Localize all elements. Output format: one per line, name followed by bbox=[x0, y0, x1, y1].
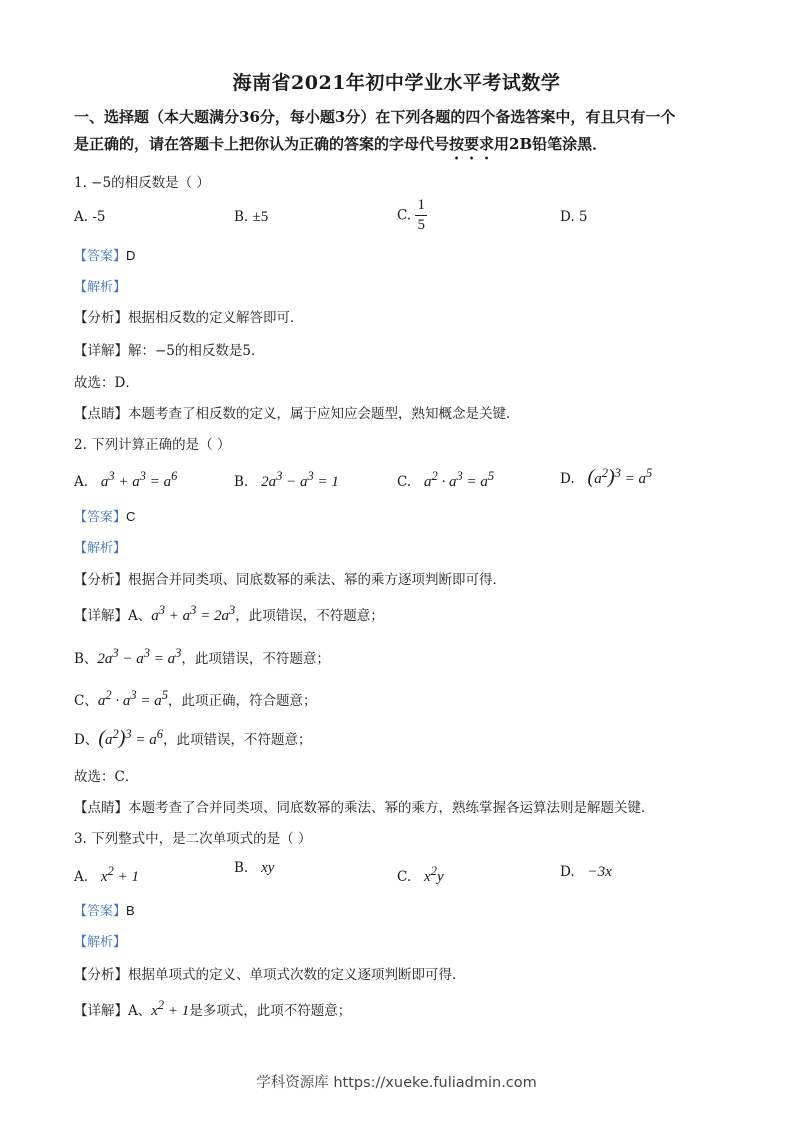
q2-xa-prefix: A、 bbox=[128, 608, 152, 624]
q2-dianjing bbox=[74, 796, 655, 816]
q3-stem: 3. 下列整式中，是二次单项式的是（ ） bbox=[74, 831, 312, 847]
q2-xd-suffix: ，此项错误，不符题意； bbox=[163, 732, 312, 748]
q2-xb-formula: $2a^3 - a^3 = a^3$ bbox=[97, 646, 182, 667]
q3-option-d-label: D. bbox=[560, 864, 575, 880]
section-line-2-c: 用2B铅笔涂黑． bbox=[494, 135, 608, 153]
q2-option-c-formula: $a^2 \cdot a^3 = a^5$ bbox=[424, 469, 495, 490]
q3-option-a-formula: $x^2 + 1$ bbox=[100, 864, 139, 885]
q3-fenxi-text: 根据单项式的定义、单项式次数的定义逐项判断即可得． bbox=[128, 967, 466, 983]
q2-option-c bbox=[397, 469, 494, 491]
q1-answer-line bbox=[74, 245, 135, 264]
q2-xb-prefix: B、 bbox=[74, 651, 98, 667]
xiangjie-tag: 【详解】 bbox=[74, 608, 128, 624]
xiangjie-tag: 【详解】 bbox=[74, 1003, 128, 1019]
q1-option-d: D. 5 bbox=[560, 209, 588, 225]
fenxi-tag: 【分析】 bbox=[74, 967, 128, 983]
q3-option-b bbox=[234, 860, 274, 877]
fraction-denominator: 5 bbox=[417, 217, 425, 233]
q2-dianjing-text: 本题考查了合并同类项、同底数幂的乘法、幂的乘方，熟练掌握各运算法则是解题关键． bbox=[128, 800, 655, 816]
q3-option-c-label: C. bbox=[397, 869, 412, 885]
q2-xiangjie-b bbox=[74, 646, 330, 668]
section-line-2-a: 是正确的，请在答题卡上把你认为正确的答案的字母代号 bbox=[74, 135, 450, 153]
q1-option-c bbox=[397, 196, 427, 235]
q2-fenxi-text: 根据合并同类项、同底数幂的乘法、幂的乘方逐项判断即可得． bbox=[128, 572, 506, 588]
q1-xiangjie-text: 解：−5的相反数是5． bbox=[128, 343, 265, 359]
q3-option-c-formula: $x^2y$ bbox=[424, 864, 444, 885]
footer-watermark: 学科资源库 https://xueke.fuliadmin.com bbox=[256, 1075, 537, 1091]
dianjing-tag: 【点睛】 bbox=[74, 800, 128, 816]
q2-xiangjie-d bbox=[74, 727, 312, 750]
q1-answer: D bbox=[126, 248, 136, 263]
q2-xa-suffix: ，此项错误，不符题意； bbox=[235, 608, 384, 624]
q2-option-a-label: A. bbox=[74, 474, 89, 490]
answer-tag: 【答案】 bbox=[74, 510, 127, 525]
q3-answer: B bbox=[126, 903, 135, 918]
q2-xiangjie-a bbox=[74, 603, 384, 625]
q2-answer: C bbox=[126, 509, 136, 524]
q1-choose: 故选：D． bbox=[74, 375, 139, 391]
q3-xa-prefix: A、 bbox=[128, 1003, 152, 1019]
q1-option-c-label: C. bbox=[397, 207, 412, 224]
q2-xa-formula: $a^3 + a^3 = 2a^3$ bbox=[151, 603, 236, 624]
q2-option-b-label: B. bbox=[234, 474, 249, 490]
q2-option-b-formula: $2a^3 - a^3 = 1$ bbox=[261, 469, 339, 490]
q3-option-a bbox=[74, 864, 139, 886]
q3-option-d-formula: −3x bbox=[587, 864, 612, 880]
q2-xd-formula: $(a^2)^3 = a^6$ bbox=[98, 727, 164, 749]
q1-fenxi bbox=[74, 306, 304, 326]
q1-option-b bbox=[234, 209, 268, 226]
dianjing-tag: 【点睛】 bbox=[74, 406, 128, 422]
fenxi-tag: 【分析】 bbox=[74, 310, 128, 326]
q2-answer-line bbox=[74, 506, 135, 525]
q2-option-d-label: D. bbox=[560, 471, 575, 487]
q1-stem: 1. −5的相反数是（ ） bbox=[74, 175, 210, 191]
q2-option-d bbox=[560, 466, 652, 489]
q3-xa-formula: $x^2 + 1$ bbox=[151, 998, 190, 1019]
section-line-2 bbox=[74, 131, 724, 163]
q1-option-b-label: B. bbox=[234, 209, 249, 225]
answer-tag: 【答案】 bbox=[74, 904, 127, 919]
q1-fenxi-text: 根据相反数的定义解答即可． bbox=[128, 310, 304, 326]
q1-dianjing-text: 本题考查了相反数的定义，属于应知应会题型，熟知概念是关键． bbox=[128, 406, 520, 422]
q3-jiexi-tag: 【解析】 bbox=[74, 935, 127, 950]
q3-option-a-label: A. bbox=[74, 869, 89, 885]
q1-dianjing bbox=[74, 402, 520, 422]
q2-xd-prefix: D、 bbox=[74, 732, 99, 748]
q2-xiangjie-c bbox=[74, 688, 316, 710]
q2-jiexi-tag: 【解析】 bbox=[74, 541, 127, 556]
q2-option-d-formula: $(a^2)^3 = a^5$ bbox=[587, 466, 653, 488]
q2-xb-suffix: ，此项错误，不符题意； bbox=[181, 651, 330, 667]
q2-xc-suffix: ，此项正确，符合题意； bbox=[167, 693, 317, 709]
fraction-numerator: 1 bbox=[415, 196, 427, 216]
q2-choose: 故选：C． bbox=[74, 769, 139, 785]
q3-answer-line bbox=[74, 900, 135, 919]
q2-option-a-formula: $a^3 + a^3 = a^6$ bbox=[100, 469, 178, 490]
fenxi-tag: 【分析】 bbox=[74, 572, 128, 588]
section-emphasis: 按要求 bbox=[449, 135, 495, 153]
q3-xiangjie-a bbox=[74, 998, 351, 1020]
section-instructions bbox=[74, 104, 724, 163]
section-line-1: 一、选择题（本大题满分36分，每小题3分）在下列各题的四个备选答案中，有且只有一个 bbox=[74, 108, 676, 126]
q3-xa-suffix: 是多项式，此项不符题意； bbox=[189, 1003, 352, 1019]
q3-fenxi bbox=[74, 963, 466, 983]
q1-jiexi-tag: 【解析】 bbox=[74, 280, 127, 295]
q2-option-b bbox=[234, 469, 339, 491]
q2-xc-formula: $a^2 \cdot a^3 = a^5$ bbox=[97, 688, 168, 709]
q2-option-a bbox=[74, 469, 177, 491]
q2-fenxi bbox=[74, 568, 506, 588]
q1-xiangjie bbox=[74, 339, 265, 359]
answer-tag: 【答案】 bbox=[74, 249, 127, 264]
q2-stem: 2. 下列计算正确的是（ ） bbox=[74, 437, 231, 453]
q3-option-d bbox=[560, 864, 612, 881]
q1-option-c-fraction bbox=[415, 196, 427, 235]
q1-option-a: A. -5 bbox=[74, 209, 106, 225]
q3-option-b-label: B. bbox=[234, 860, 249, 876]
q3-option-b-formula: xy bbox=[261, 860, 275, 876]
q2-xc-prefix: C、 bbox=[74, 693, 98, 709]
q1-option-b-value: ±5 bbox=[252, 209, 269, 225]
q2-option-c-label: C. bbox=[397, 474, 412, 490]
q3-option-c bbox=[397, 864, 444, 886]
xiangjie-tag: 【详解】 bbox=[74, 343, 128, 359]
page-title: 海南省2021年初中学业水平考试数学 bbox=[232, 72, 561, 94]
